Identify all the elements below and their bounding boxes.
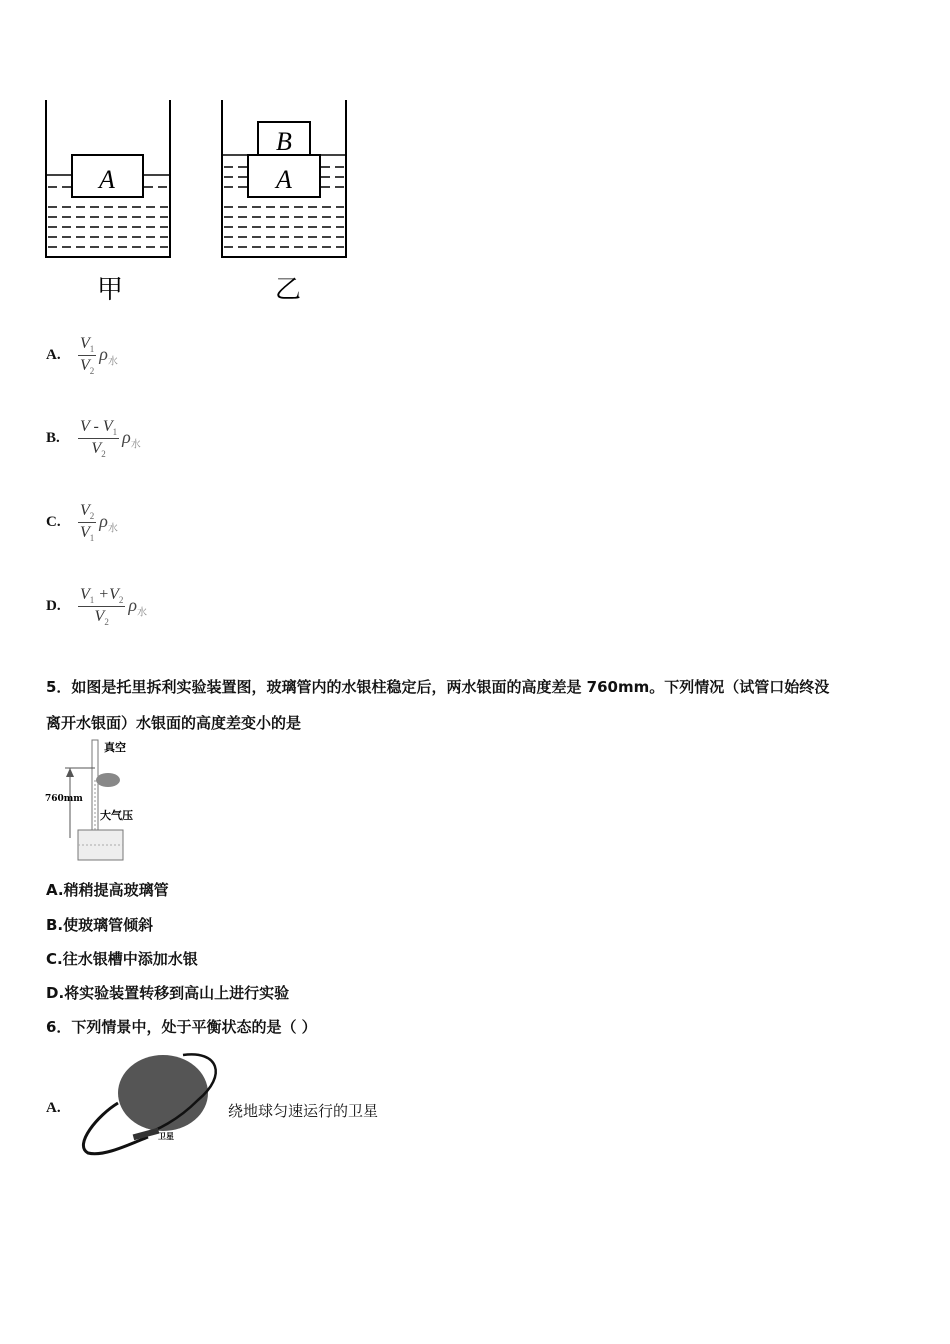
- q4-option-c[interactable]: [46, 502, 118, 543]
- option-label: D.: [46, 984, 65, 1002]
- rho: ρ: [99, 510, 108, 531]
- block-a-label-2: A: [276, 165, 292, 194]
- rho-subscript: 水: [130, 439, 141, 451]
- option-label: C.: [46, 950, 63, 968]
- numerator-2: V: [109, 586, 119, 603]
- option-label: B.: [46, 916, 64, 934]
- rho-subscript: 水: [137, 607, 147, 619]
- formula: [78, 586, 147, 627]
- q5-option-a[interactable]: [46, 879, 169, 900]
- atm-label: 大气压: [100, 809, 133, 822]
- satellite-earth-figure: [78, 1045, 228, 1160]
- q5-option-c[interactable]: [46, 948, 198, 969]
- q4-option-b[interactable]: [46, 418, 141, 459]
- rho-subscript: 水: [107, 523, 118, 535]
- rho-symbol: [122, 427, 141, 451]
- q6-option-a-label[interactable]: A.: [46, 1100, 61, 1116]
- containers-figure: [40, 95, 360, 315]
- rho: ρ: [122, 426, 131, 447]
- q5-stem-line1: 5．如图是托里拆利实验装置图，玻璃管内的水银柱稳定后，两水银面的高度差是 760mm。下列情况（试管口始终没: [46, 678, 830, 696]
- q5-stem-line2: 离开水银面）水银面的高度差变小的是: [46, 714, 302, 732]
- option-label: D.: [46, 598, 61, 615]
- option-label: A.: [46, 347, 61, 364]
- q5-option-b[interactable]: [46, 914, 153, 935]
- rho: ρ: [99, 343, 108, 364]
- subscript: 2: [89, 511, 95, 522]
- subscript: 2: [104, 617, 109, 628]
- numerator: V: [80, 586, 90, 603]
- rho-symbol: [99, 511, 118, 535]
- q5-option-d[interactable]: [46, 982, 289, 1003]
- formula: [78, 502, 118, 543]
- numerator: V: [80, 502, 90, 519]
- option-text: 往水银槽中添加水银: [62, 950, 198, 968]
- subscript: 2: [118, 595, 124, 606]
- q6-stem: 6．下列情景中，处于平衡状态的是（ ）: [46, 1018, 317, 1036]
- formula: [78, 418, 141, 459]
- denominator: V: [80, 524, 90, 542]
- label-yi: 乙: [274, 275, 302, 305]
- q4-option-d[interactable]: [46, 586, 147, 627]
- block-b-label: B: [276, 127, 292, 156]
- rho-symbol: [99, 344, 118, 368]
- option-label: A.: [46, 881, 64, 899]
- satellite-label: 卫星: [158, 1131, 174, 1141]
- rho-subscript: 水: [107, 356, 118, 368]
- block-a-label: A: [99, 165, 115, 194]
- denominator: V: [94, 608, 105, 626]
- operator: +: [94, 586, 110, 603]
- option-text: 稍稍提高玻璃管: [63, 881, 169, 899]
- option-text: 将实验装置转移到高山上进行实验: [64, 984, 290, 1002]
- height-label: 760mm: [45, 794, 83, 804]
- subscript: 1: [89, 344, 95, 355]
- subscript: 2: [101, 449, 106, 460]
- formula: [78, 335, 118, 376]
- vacuum-label: 真空: [104, 741, 126, 754]
- numerator: V: [80, 335, 90, 352]
- subscript: 1: [89, 595, 95, 606]
- rho-symbol: [128, 595, 147, 619]
- torricelli-figure: [40, 735, 190, 870]
- q4-option-a[interactable]: [46, 335, 118, 376]
- numerator: V - V: [80, 418, 113, 435]
- subscript: 2: [89, 366, 95, 377]
- option-label: B.: [46, 430, 60, 447]
- option-label: C.: [46, 514, 61, 531]
- denominator: V: [91, 440, 102, 458]
- subscript: 1: [89, 533, 95, 544]
- q6-option-a-text: 绕地球匀速运行的卫星: [228, 1102, 379, 1120]
- label-jia: 甲: [96, 275, 124, 305]
- subscript: 1: [112, 427, 118, 438]
- option-text: 使玻璃管倾斜: [63, 916, 154, 934]
- rho: ρ: [128, 594, 137, 615]
- denominator: V: [80, 357, 90, 375]
